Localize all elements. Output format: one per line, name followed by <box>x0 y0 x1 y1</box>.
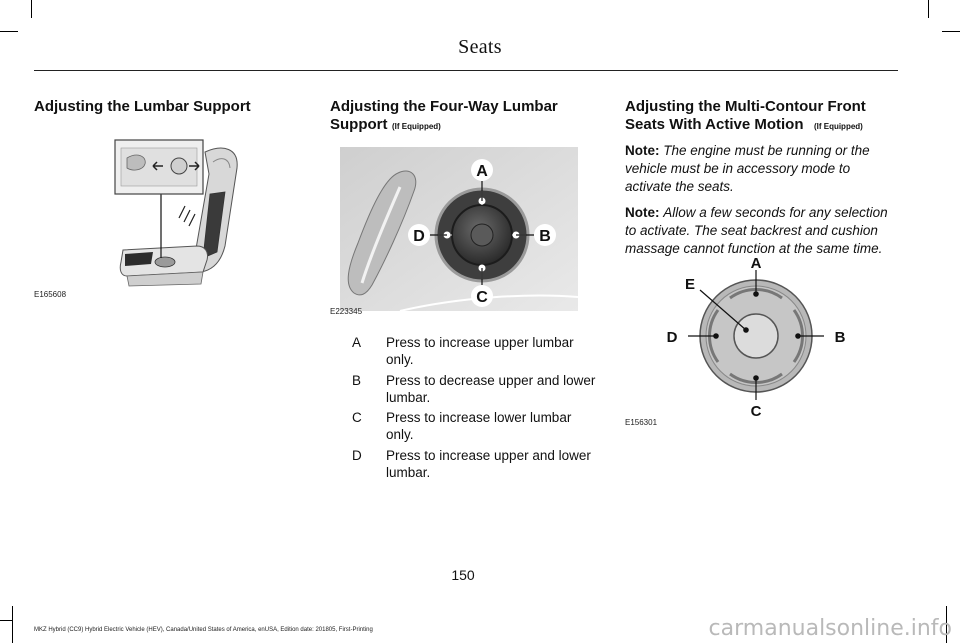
if-equipped-label: (If Equipped) <box>391 122 441 131</box>
heading-line-1: Adjusting the Multi-Contour Front <box>625 98 866 115</box>
if-equipped-label: (If Equipped) <box>813 122 863 131</box>
figure-code: E223345 <box>330 307 363 316</box>
note-engine-running <box>625 142 897 196</box>
crop-mark <box>0 620 12 621</box>
multi-contour-control-illustration <box>660 254 860 422</box>
callout-d: D <box>413 228 425 245</box>
lumbar-support-heading: Adjusting the Lumbar Support <box>34 98 251 115</box>
note-text: Allow a few seconds for any selection to activate. The seat backrest and cushion massage cannot function at the same time. <box>625 205 888 256</box>
crop-mark <box>0 31 18 32</box>
callout-c: C <box>476 289 488 306</box>
header-rule <box>34 70 898 71</box>
callout-a: A <box>476 163 488 180</box>
four-way-lumbar-heading <box>330 98 600 134</box>
callout-a: A <box>750 255 762 272</box>
heading-line-2: Seats With Active Motion <box>625 116 804 133</box>
legend-text: Press to decrease upper and lower lumbar. <box>386 373 596 405</box>
crop-mark <box>31 0 32 18</box>
crop-mark <box>942 31 960 32</box>
note-allow-seconds <box>625 204 897 258</box>
callout-b: B <box>834 329 846 346</box>
callout-b: B <box>539 228 551 245</box>
figure-code: E165608 <box>34 290 67 299</box>
page-header-title: Seats <box>458 36 502 58</box>
crop-mark <box>12 606 13 643</box>
legend-text: Press to increase lower lumbar only. <box>386 410 572 442</box>
heading-line-1: Adjusting the Four-Way Lumbar <box>330 98 558 115</box>
callout-d: D <box>666 329 678 346</box>
multi-contour-heading <box>625 98 915 134</box>
legend-key: A <box>352 335 362 350</box>
legend-key: D <box>352 448 362 463</box>
page-number: 150 <box>451 567 475 583</box>
heading-line-2: Support <box>330 116 388 133</box>
callout-e: E <box>684 276 696 293</box>
legend-text: Press to increase upper and lower lumbar. <box>386 448 591 480</box>
legend-key: B <box>352 373 362 388</box>
note-text: The engine must be running or the vehicle must be in accessory mode to activate the seats. <box>625 143 870 194</box>
watermark: carmanualsonline.info <box>708 616 952 641</box>
lumbar-seat-illustration <box>113 134 243 288</box>
four-way-lumbar-control-illustration <box>340 147 578 311</box>
figure-code: E156301 <box>625 418 658 427</box>
legend-key: C <box>352 410 362 425</box>
callout-c: C <box>750 403 762 420</box>
note-label: Note: <box>625 205 660 220</box>
crop-mark <box>928 0 929 18</box>
footer-edition-info: MKZ Hybrid (CC9) Hybrid Electric Vehicle (HEV), Canada/United States of America, enUSA, Edition date: 201805, First-Printing <box>34 627 373 633</box>
legend-text: Press to increase upper lumbar only. <box>386 335 574 367</box>
note-label: Note: <box>625 143 660 158</box>
